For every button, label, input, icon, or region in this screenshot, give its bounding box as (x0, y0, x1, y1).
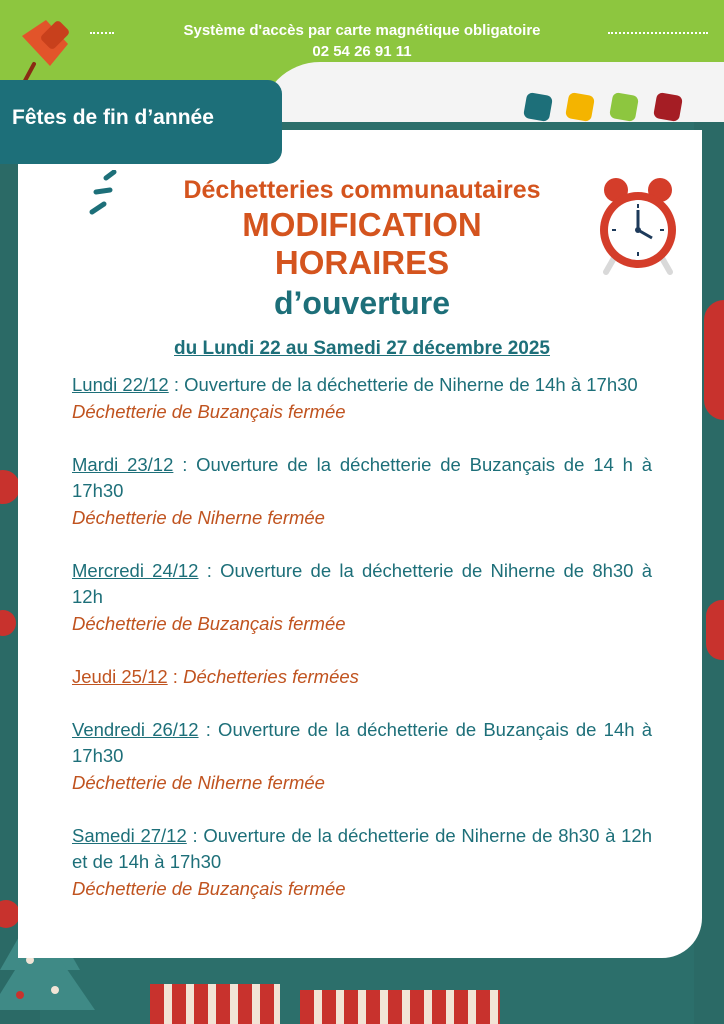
schedule-entry (72, 452, 652, 532)
opening-text: : Ouverture de la déchetterie de Niherne de 8h30 à 12h et de 14h à 17h30 (72, 824, 652, 872)
closure-text: Déchetterie de Buzançais fermée (72, 877, 346, 899)
title-line-2: MODIFICATION (242, 206, 482, 243)
tab-label: Fêtes de fin d’année (12, 106, 214, 129)
color-squares (525, 94, 695, 124)
closure-text: Déchetterie de Buzançais fermée (72, 400, 346, 422)
closure-text: Déchetteries fermées (183, 665, 359, 687)
opening-text: : Ouverture de la déchetterie de Buzançais de 14h à 17h30 (72, 718, 652, 766)
phone-number: 02 54 26 91 11 (312, 43, 412, 60)
access-text: Système d'accès par carte magnétique obligatoire (183, 22, 541, 39)
section-tab (0, 80, 282, 164)
teal-square-icon (523, 92, 553, 122)
yellow-square-icon (565, 92, 595, 122)
closure-text: Déchetterie de Niherne fermée (72, 506, 325, 528)
schedule-list (72, 372, 652, 929)
access-notice (0, 20, 724, 62)
title-line-3: HORAIRES (274, 244, 450, 281)
green-square-icon (609, 92, 639, 122)
schedule-entry (72, 823, 652, 903)
day-label: Lundi 22/12 (72, 374, 169, 395)
title-line-4: d’ouverture (273, 285, 451, 321)
day-label: Jeudi 25/12 (72, 665, 168, 687)
page-title (0, 174, 724, 324)
date-range: du Lundi 22 au Samedi 27 décembre 2025 (174, 338, 550, 359)
gift-wrap-decoration (300, 990, 500, 1024)
ornament-decoration (706, 600, 724, 660)
separator: : (167, 665, 184, 687)
schedule-entry (72, 664, 652, 691)
day-label: Samedi 27/12 (72, 824, 187, 846)
closure-text: Déchetterie de Niherne fermée (72, 771, 325, 793)
day-label: Mercredi 24/12 (72, 559, 199, 581)
gift-wrap-decoration (150, 984, 280, 1024)
day-label: Mardi 23/12 (72, 453, 174, 475)
opening-text: : Ouverture de la déchetterie de Buzançais de 14 h à 17h30 (72, 453, 652, 501)
day-label: Vendredi 26/12 (72, 718, 199, 740)
opening-text: : Ouverture de la déchetterie de Niherne de 8h30 à 12h (72, 559, 652, 607)
title-line-1: Déchetteries communautaires (183, 176, 541, 204)
opening-text: : Ouverture de la déchetterie de Niherne de 14h à 17h30 (168, 374, 638, 395)
schedule-entry (72, 558, 652, 638)
closure-text: Déchetterie de Buzançais fermée (72, 612, 346, 634)
schedule-entry (72, 372, 652, 425)
red-square-icon (653, 92, 683, 122)
schedule-entry (72, 717, 652, 797)
